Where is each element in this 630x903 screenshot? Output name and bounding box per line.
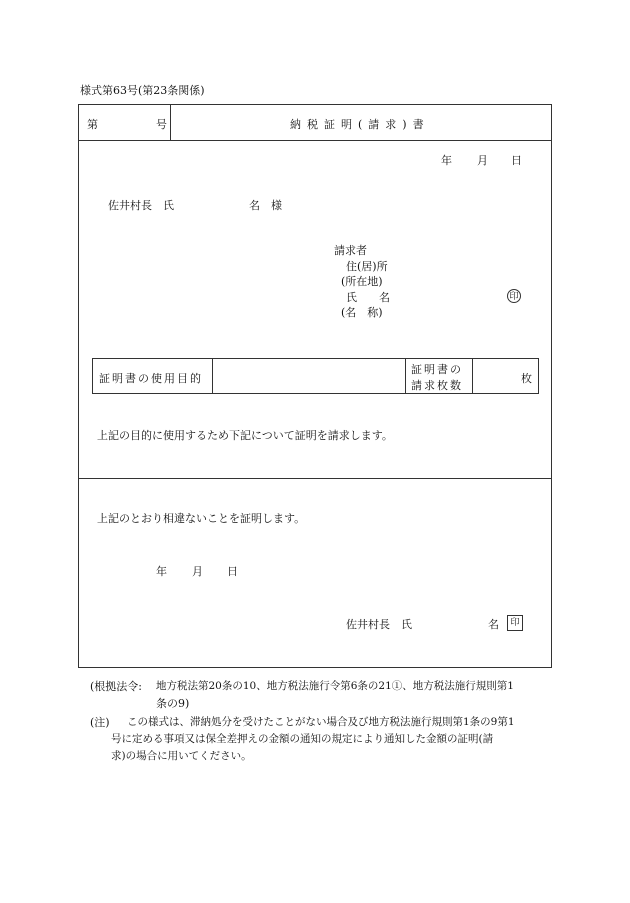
note-line3: 求)の場合に用いてください。 (111, 750, 252, 762)
purpose-value[interactable] (218, 370, 398, 384)
cert-date-month: 月 (192, 565, 203, 578)
address-label: 住(居)所 (346, 260, 388, 273)
basis-line2: 条の9) (156, 697, 190, 710)
name-label: 氏 名 (346, 291, 390, 304)
seal-square-icon: 印 (507, 615, 523, 631)
number-label-go: 号 (156, 118, 167, 131)
request-date-day: 日 (511, 154, 522, 167)
count-label-line1: 証明書の (411, 363, 463, 376)
issuer-name: 名 (488, 618, 499, 631)
cert-date-year: 年 (156, 565, 167, 578)
basis-label: (根拠法令: (90, 680, 142, 693)
certification-divider (78, 478, 552, 479)
note-label: (注) (90, 716, 110, 729)
note-line2: 号に定める事項又は保全差押えの金額の通知の規定により通知した金額の証明(請 (111, 733, 494, 745)
certification-statement: 上記のとおり相違ないことを証明します。 (97, 512, 306, 525)
request-date-year: 年 (441, 154, 452, 167)
addressee-name: 名 様 (249, 199, 282, 212)
purpose-table-divider-2 (405, 358, 406, 394)
purpose-label: 証明書の使用目的 (99, 372, 203, 385)
corp-name-label: (名 称) (341, 306, 383, 319)
request-date-month: 月 (477, 154, 488, 167)
count-unit: 枚 (521, 372, 532, 385)
number-label-dai: 第 (87, 118, 98, 131)
location-label: (所在地) (341, 275, 383, 288)
seal-circle-icon: 印 (507, 289, 521, 303)
purpose-table-divider-1 (212, 358, 213, 394)
issuer: 佐井村長 氏 (346, 618, 412, 631)
requester-label: 請求者 (334, 244, 367, 257)
header-bottom-line (78, 140, 552, 141)
cert-date-day: 日 (227, 565, 238, 578)
request-statement: 上記の目的に使用するため下記について証明を請求します。 (97, 429, 393, 442)
form-number: 様式第63号(第23条関係) (80, 84, 205, 97)
header-divider (170, 104, 171, 140)
count-label-line2: 請求枚数 (411, 379, 463, 392)
purpose-table-divider-3 (472, 358, 473, 394)
form-title: 納税証明(請求)書 (290, 118, 430, 131)
note-line1: この様式は、滞納処分を受けたことがない場合及び地方税法施行規則第1条の9第1 (127, 716, 515, 728)
basis-line1: 地方税法第20条の10、地方税法施行令第6条の21①、地方税法施行規則第1 (156, 680, 514, 692)
addressee: 佐井村長 氏 (108, 199, 174, 212)
